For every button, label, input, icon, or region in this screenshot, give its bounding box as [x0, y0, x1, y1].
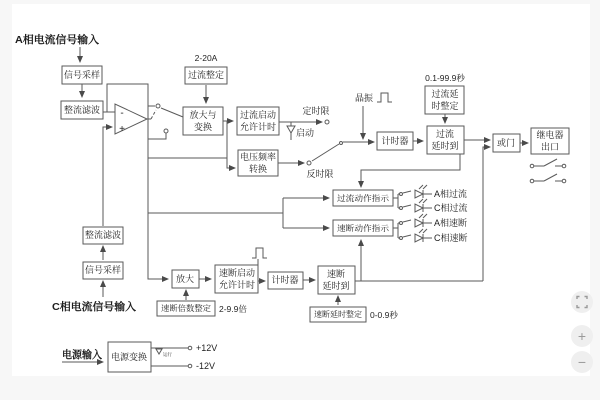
svg-text:整流滤波: 整流滤波: [63, 105, 101, 115]
block-qb-delay-reached: [318, 266, 355, 294]
inverse-time-label: 反时限: [306, 169, 334, 179]
crystal-label: 晶振: [354, 93, 374, 103]
svg-text:速断: 速断: [326, 269, 346, 279]
svg-text:变换: 变换: [193, 122, 213, 132]
svg-text:或门: 或门: [496, 138, 516, 148]
svg-text:放大与: 放大与: [189, 110, 217, 120]
svg-text:过流延: 过流延: [431, 89, 459, 99]
svg-text:延时到: 延时到: [322, 281, 350, 291]
led-label-c-quickbreak: C相速断: [434, 233, 468, 243]
led-label-a-quickbreak: A相速断: [434, 218, 468, 228]
block-vf-convert: [238, 150, 278, 176]
block-qb-start-timing: [215, 265, 258, 293]
svg-text:过流: 过流: [435, 129, 455, 139]
block-amplify: [172, 270, 199, 288]
svg-text:速断倍数整定: 速断倍数整定: [161, 304, 209, 313]
definite-time-label: 定时限: [302, 106, 330, 116]
led-label-a-overcurrent: A相过流: [434, 189, 468, 199]
block-power-convert: [108, 342, 151, 372]
phase-a-input-label: A相电流信号输入: [15, 34, 97, 46]
svg-text:继电器: 继电器: [536, 130, 564, 140]
oc-delay-range-label: 0.1-99.9秒: [425, 73, 465, 83]
block-relay-output: [531, 128, 569, 154]
svg-text:出口: 出口: [540, 142, 560, 152]
plus12v-label: +12V: [196, 343, 218, 353]
start-label: 启动: [296, 128, 315, 138]
block-oc-indicator: [333, 190, 393, 206]
svg-text:延时到: 延时到: [431, 141, 459, 151]
block-oc-setting: [185, 67, 227, 84]
run-label: 运行: [163, 352, 172, 357]
block-amplify-convert: [183, 107, 223, 135]
power-input-label: 电源输入: [62, 349, 104, 361]
fab-zoom-out-button[interactable]: [571, 351, 593, 373]
fab-fit-screen-button[interactable]: [571, 291, 593, 313]
block-timer-oc: [377, 132, 413, 150]
svg-text:电压频率: 电压频率: [239, 152, 277, 162]
block-qb-mult-setting: [157, 301, 215, 316]
block-rectify-filter-a: [61, 101, 103, 119]
fab-zoom-in-button[interactable]: [571, 325, 593, 347]
block-qb-indicator: [333, 220, 393, 236]
led-label-c-overcurrent: C相过流: [434, 203, 468, 213]
svg-text:允许计时: 允许计时: [218, 280, 256, 290]
opamp-plus: +: [119, 124, 125, 135]
svg-text:允许计时: 允许计时: [239, 122, 277, 132]
svg-text:过流启动: 过流启动: [239, 110, 277, 120]
block-or-gate: [493, 134, 520, 152]
oc-range-label: 2-20A: [194, 53, 218, 63]
block-signal-sample-a: [62, 66, 102, 84]
svg-text:计时器: 计时器: [271, 275, 299, 285]
svg-text:信号采样: 信号采样: [84, 265, 122, 275]
plus-icon: +: [577, 328, 587, 344]
svg-text:速断启动: 速断启动: [218, 268, 256, 278]
svg-text:整流滤波: 整流滤波: [84, 230, 122, 240]
block-signal-sample-c: [83, 262, 123, 279]
block-timer-qb: [268, 272, 303, 289]
svg-text:转换: 转换: [248, 164, 268, 174]
minus-icon: −: [577, 354, 587, 370]
svg-text:过流动作指示: 过流动作指示: [337, 194, 385, 203]
block-oc-delay-reached: [427, 126, 464, 154]
opamp-minus: -: [120, 108, 124, 119]
svg-text:信号采样: 信号采样: [63, 70, 101, 80]
minus12v-label: -12V: [196, 361, 216, 371]
block-rectify-filter-c: [83, 227, 123, 244]
svg-text:速断延时整定: 速断延时整定: [314, 310, 362, 319]
svg-text:电源变换: 电源变换: [110, 352, 148, 362]
block-oc-delay-setting: [425, 86, 464, 114]
qb-delay-range-label: 0-0.9秒: [370, 310, 398, 320]
svg-text:放大: 放大: [175, 274, 195, 284]
block-oc-start-timing: [237, 107, 279, 135]
svg-text:时整定: 时整定: [431, 101, 459, 111]
svg-text:计时器: 计时器: [381, 136, 409, 146]
svg-text:过流整定: 过流整定: [187, 70, 225, 80]
qb-mult-range-label: 2-9.9倍: [219, 304, 247, 314]
block-qb-delay-setting: [310, 307, 366, 322]
diagram-canvas: [12, 4, 590, 376]
phase-c-input-label: C相电流信号输入: [52, 301, 134, 313]
svg-text:速断动作指示: 速断动作指示: [337, 224, 385, 233]
